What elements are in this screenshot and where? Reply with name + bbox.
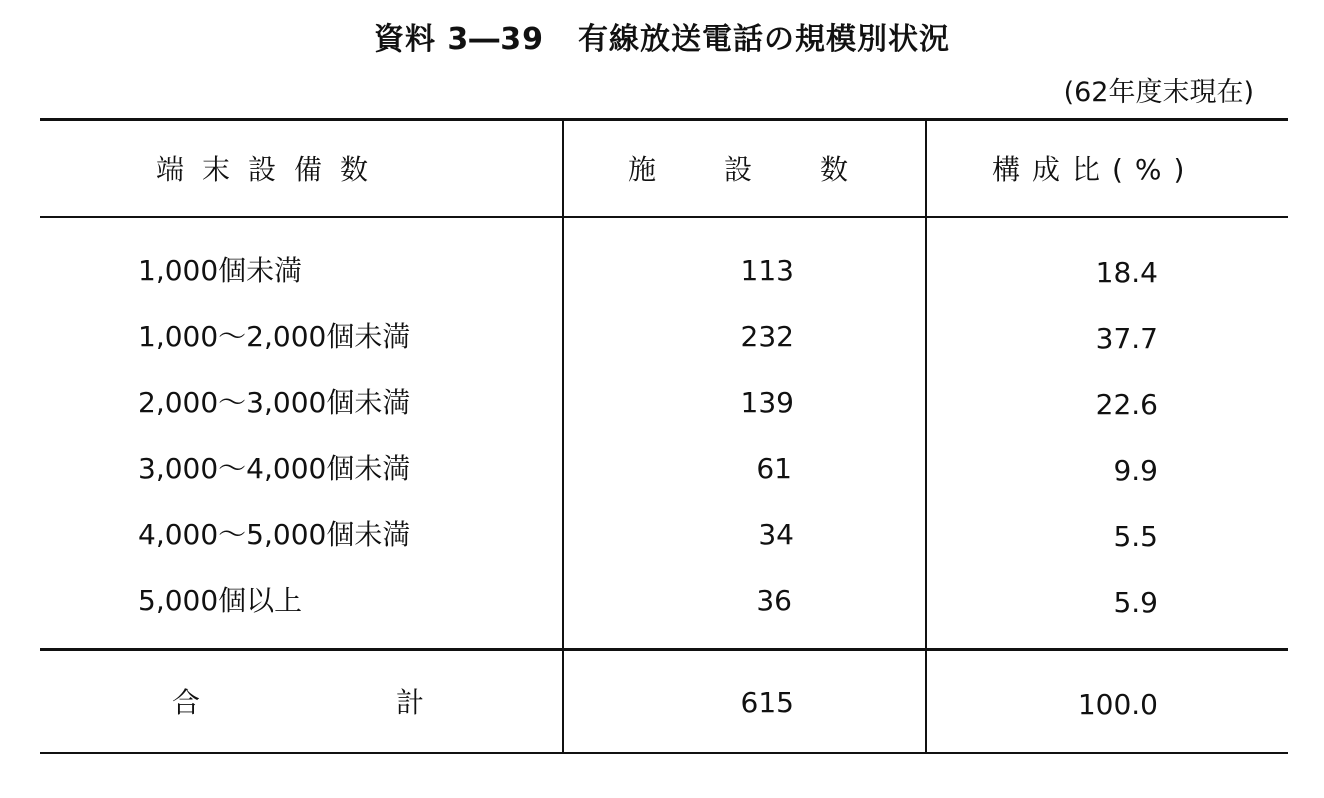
document-code: 資料 3―39 xyxy=(373,22,545,57)
row-1-facilities: 113 xyxy=(740,254,794,287)
row-4-label: 3,000〜4,000個未満 xyxy=(138,452,411,485)
row-5-label: 4,000〜5,000個未満 xyxy=(138,518,411,551)
total-ratio: 100.0 xyxy=(1077,688,1158,721)
row-6-ratio: 5.9 xyxy=(1113,586,1158,619)
header-bottom-rule xyxy=(40,216,1288,218)
row-6-facilities: 36 xyxy=(756,584,792,617)
row-1-ratio: 18.4 xyxy=(1095,256,1158,289)
column-divider-1 xyxy=(562,120,564,752)
row-3-ratio: 22.6 xyxy=(1095,388,1158,421)
total-label-right: 計 xyxy=(396,686,425,719)
row-2-facilities: 232 xyxy=(740,320,794,353)
column-divider-2 xyxy=(925,120,927,752)
header-terminal-count: 端末設備数 xyxy=(156,153,387,186)
header-composition-ratio: 構成比(%) xyxy=(992,153,1197,186)
row-1-label: 1,000個未満 xyxy=(138,254,303,287)
row-2-label: 1,000〜2,000個未満 xyxy=(138,320,411,353)
table-top-rule xyxy=(40,118,1288,121)
table-bottom-rule xyxy=(40,752,1288,754)
as-of-note: (62年度末現在) xyxy=(1063,77,1254,108)
header-facility-count: 施設数 xyxy=(628,153,917,186)
row-4-facilities: 61 xyxy=(756,452,792,485)
total-label-left: 合 xyxy=(172,686,201,719)
total-facilities: 615 xyxy=(740,686,794,719)
total-top-rule xyxy=(40,648,1288,651)
document-title xyxy=(0,14,1324,58)
document-title-text: 有線放送電話の規模別状況 xyxy=(578,22,951,57)
row-5-facilities: 34 xyxy=(758,518,794,551)
row-4-ratio: 9.9 xyxy=(1113,454,1158,487)
row-6-label: 5,000個以上 xyxy=(138,584,303,617)
row-2-ratio: 37.7 xyxy=(1095,322,1158,355)
row-3-facilities: 139 xyxy=(740,386,794,419)
row-5-ratio: 5.5 xyxy=(1113,520,1158,553)
row-3-label: 2,000〜3,000個未満 xyxy=(138,386,411,419)
